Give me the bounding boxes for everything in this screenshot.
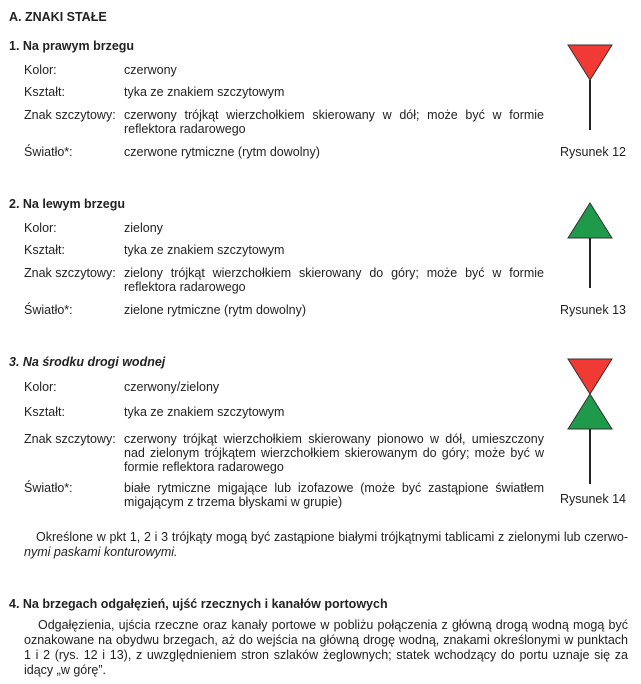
s1-label-shape: Kształt:: [24, 85, 65, 99]
s2-title: 2. Na lewym brzegu: [9, 197, 126, 211]
s3-label-light: Światło*:: [24, 481, 73, 495]
s4-paragraph: Odgałęzienia, ujścia rzeczne oraz kanały portowe w pobliżu połączenia z główną drogą wodną mogą być oznakowane na obydwu brzegach, aż do wejścia na główną drogę wodną, znakami określonymi w punktach 1 i 2 (rys. 12 i 13), z uwzględnieniem stron szlaków żeglownych; statek wchodzący do portu uznaje się za idący „w górę”.: [24, 618, 628, 677]
s3-beacon-figure: [560, 356, 620, 486]
s3-label-shape: Kształt:: [24, 405, 65, 419]
red-triangle-down: [568, 45, 612, 80]
s1-value-shape: tyka ze znakiem szczytowym: [124, 85, 285, 99]
s4-title: 4. Na brzegach odgałęzień, ujść rzecznych i kanałów portowych: [9, 597, 388, 611]
s3-figure-caption: Rysunek 14: [560, 492, 627, 506]
s2-label-shape: Kształt:: [24, 243, 65, 257]
s3-value-topmark: czerwony trójkąt wierzchołkiem skierowany pionowo w dół, umieszczony nad zielonym trójkątem wierzchołkiem skierowanym do góry; może być w formie reflektora radarowego: [124, 432, 544, 474]
s2-label-light: Światło*:: [24, 303, 73, 317]
section-title: A. ZNAKI STAŁE: [9, 10, 107, 24]
note-text: Określone w pkt 1, 2 i 3 trójkąty mogą być zastąpione białymi trójkątnymi tablicami z zielonymi lub czerwo-: [36, 530, 628, 544]
s1-label-topmark: Znak szczytowy:: [24, 108, 116, 122]
s2-label-color: Kolor:: [24, 221, 57, 235]
s3-value-shape: tyka ze znakiem szczytowym: [124, 405, 285, 419]
s3-label-topmark: Znak szczytowy:: [24, 432, 116, 446]
s2-label-topmark: Znak szczytowy:: [24, 266, 116, 280]
s2-beacon-figure: [560, 200, 620, 290]
s2-value-shape: tyka ze znakiem szczytowym: [124, 243, 285, 257]
s1-label-color: Kolor:: [24, 63, 57, 77]
note-paragraph: [24, 530, 628, 560]
s3-value-color: czerwony/zielony: [124, 380, 220, 394]
s3-value-light: białe rytmiczne migające lub izofazowe (może być zastąpione światłem migającym z trzema błyskami w grupie): [124, 481, 544, 509]
note-text-italic: nymi paskami konturowymi.: [24, 545, 178, 559]
s2-value-color: zielony: [124, 221, 163, 235]
s3-title: 3. Na środku drogi wodnej: [9, 355, 166, 369]
s1-value-color: czerwony: [124, 63, 177, 77]
s2-figure-caption: Rysunek 13: [560, 303, 627, 317]
s2-value-light: zielone rytmiczne (rytm dowolny): [124, 303, 306, 317]
red-triangle-down: [568, 359, 612, 394]
s1-figure-caption: Rysunek 12: [560, 145, 627, 159]
s1-title: 1. Na prawym brzegu: [9, 39, 135, 53]
green-triangle-up: [568, 394, 612, 429]
s3-label-color: Kolor:: [24, 380, 57, 394]
s2-value-topmark: zielony trójkąt wierzchołkiem skierowany do góry; może być w formie reflektora radarowego: [124, 266, 544, 294]
s1-value-topmark: czerwony trójkąt wierzchołkiem skierowany w dół; może być w formie reflektora radarowego: [124, 108, 544, 136]
s1-beacon-figure: [560, 42, 620, 132]
s1-label-light: Światło*:: [24, 145, 73, 159]
green-triangle-up: [568, 203, 612, 238]
s1-value-light: czerwone rytmiczne (rytm dowolny): [124, 145, 320, 159]
